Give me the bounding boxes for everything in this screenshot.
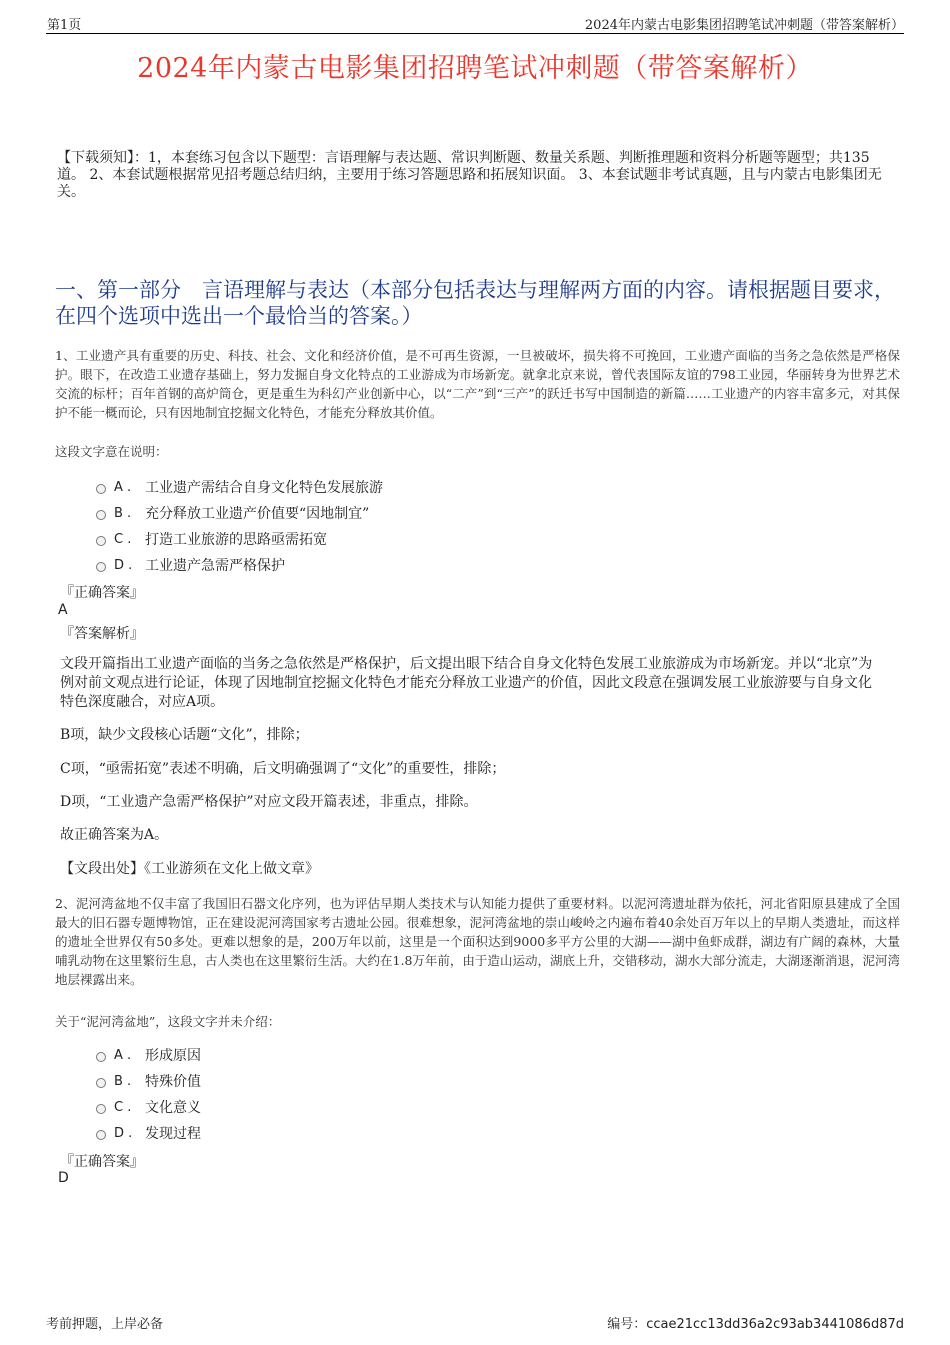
q1-analysis-label: 『答案解析』: [60, 626, 144, 642]
q2-answer: D: [58, 1170, 69, 1186]
q1-answer: A: [58, 602, 68, 618]
q1-option-c[interactable]: [96, 529, 327, 549]
radio-icon[interactable]: [96, 510, 106, 520]
q1-answer-label: 『正确答案』: [60, 585, 144, 601]
option-letter: B .: [114, 1073, 132, 1089]
footer-code-value: ccae21cc13dd36a2c93ab3441086d87d: [646, 1317, 904, 1332]
footer-slogan: 考前押题，上岸必备: [46, 1317, 164, 1332]
option-text: 打造工业旅游的思路亟需拓宽: [145, 532, 327, 548]
section-heading: 一、第一部分 言语理解与表达（本部分包括表达与理解两方面的内容。请根据题目要求，在四个选项中选出一个最恰当的答案。）: [55, 278, 895, 328]
q1-analysis-para: 文段开篇指出工业遗产面临的当务之急依然是严格保护，后文提出眼下结合自身文化特色发展工业旅游成为市场新宠。并以“北京”为例对前文观点进行论证，体现了因地制宜挖掘文化特色才能充分释放工业遗产的价值，因此文段意在强调发展工业旅游要与自身文化特色深度融合，对应A项。: [60, 656, 873, 710]
download-notice: 【下载须知】：1，本套练习包含以下题型：言语理解与表达题、常识判断题、数量关系题、判断推理题和资料分析题等题型；共135道。 2、本套试题根据常见招考题总结归纳，主要用于练习答题思路和拓展知识面。 3、本套试题非考试真题，且与内蒙古电影集团无关。: [57, 150, 882, 200]
q2-answer-label: 『正确答案』: [60, 1154, 144, 1170]
q1-source: 【文段出处】《工业游须在文化上做文章》: [60, 861, 319, 877]
option-text: 特殊价值: [145, 1074, 201, 1090]
radio-icon[interactable]: [96, 484, 106, 494]
radio-icon[interactable]: [96, 1130, 106, 1140]
q2-option-d[interactable]: [96, 1123, 201, 1143]
option-letter: A .: [114, 479, 132, 495]
option-letter: A .: [114, 1047, 132, 1063]
radio-icon[interactable]: [96, 1104, 106, 1114]
header-rule: [46, 33, 904, 34]
option-letter: D .: [114, 557, 133, 573]
option-text: 充分释放工业遗产价值要“因地制宜”: [145, 506, 370, 522]
q2-option-c[interactable]: [96, 1097, 201, 1117]
q1-analysis-para: D项，“工业遗产急需严格保护”对应文段开篇表述，非重点，排除。: [60, 794, 478, 810]
option-text: 发现过程: [145, 1126, 201, 1142]
footer-code-label: 编号：: [607, 1317, 647, 1332]
option-text: 工业遗产急需严格保护: [145, 558, 285, 574]
q2-option-a[interactable]: [96, 1045, 201, 1065]
q1-option-b[interactable]: [96, 503, 369, 523]
running-title: 2024年内蒙古电影集团招聘笔试冲刺题（带答案解析）: [584, 18, 904, 33]
option-letter: C .: [114, 531, 132, 547]
radio-icon[interactable]: [96, 1078, 106, 1088]
radio-icon[interactable]: [96, 536, 106, 546]
radio-icon[interactable]: [96, 562, 106, 572]
q1-option-d[interactable]: [96, 555, 285, 575]
q1-option-a[interactable]: [96, 477, 383, 497]
page-number: 第1页: [47, 18, 82, 33]
footer-code: [607, 1313, 904, 1332]
option-text: 形成原因: [145, 1048, 201, 1064]
document-title: 2024年内蒙古电影集团招聘笔试冲刺题（带答案解析）: [137, 53, 813, 84]
q1-analysis-para: 故正确答案为A。: [60, 827, 169, 843]
option-text: 工业遗产需结合自身文化特色发展旅游: [145, 480, 383, 496]
question-1-text: 1、工业遗产具有重要的历史、科技、社会、文化和经济价值，是不可再生资源，一旦被破坏，损失将不可挽回，工业遗产面临的当务之急依然是严格保护。眼下，在改造工业遗存基础上，努力发掘自身文化特点的工业游成为市场新宠。就拿北京来说，曾代表国际友谊的798工业园，华丽转身为世界艺术交流的标杆；百年首钢的高炉筒仓，更是重生为科幻产业创新中心，以“二产”到“三产”的跃迁书写中国制造的新篇……工业遗产的内容丰富多元，对其保护不能一概而论，只有因地制宜挖掘文化特色，才能充分释放其价值。: [55, 348, 900, 420]
option-letter: D .: [114, 1125, 133, 1141]
q2-option-b[interactable]: [96, 1071, 201, 1091]
question-2-text: 2、泥河湾盆地不仅丰富了我国旧石器文化序列，也为评估早期人类技术与认知能力提供了重要材料。以泥河湾遗址群为依托，河北省阳原县建成了全国最大的旧石器专题博物馆，正在建设泥河湾国家考古遗址公园。很难想象，泥河湾盆地的崇山峻岭之内遍布着40余处百万年以上的早期人类遗址，而这样的遗址全世界仅有50多处。更难以想象的是，200万年以前，这里是一个面积达到9000多平方公里的大湖——湖中鱼虾成群，湖边有广阔的森林，大量哺乳动物在这里繁衍生息，古人类也在这里繁衍生活。大约在1.8万年前，由于造山运动，湖底上升，交错移动，湖水大部分流走，大湖逐渐消退，泥河湾地层裸露出来。: [55, 896, 900, 987]
question-2-prompt: 关于“泥河湾盆地”，这段文字并未介绍：: [55, 1014, 281, 1029]
option-text: 文化意义: [145, 1100, 201, 1116]
radio-icon[interactable]: [96, 1052, 106, 1062]
question-1-prompt: 这段文字意在说明：: [55, 444, 168, 459]
q1-analysis-para: C项，“亟需拓宽”表述不明确，后文明确强调了“文化”的重要性，排除；: [60, 761, 506, 777]
q1-analysis-para: B项，缺少文段核心话题“文化”，排除；: [60, 727, 309, 743]
option-letter: C .: [114, 1099, 132, 1115]
option-letter: B .: [114, 505, 132, 521]
